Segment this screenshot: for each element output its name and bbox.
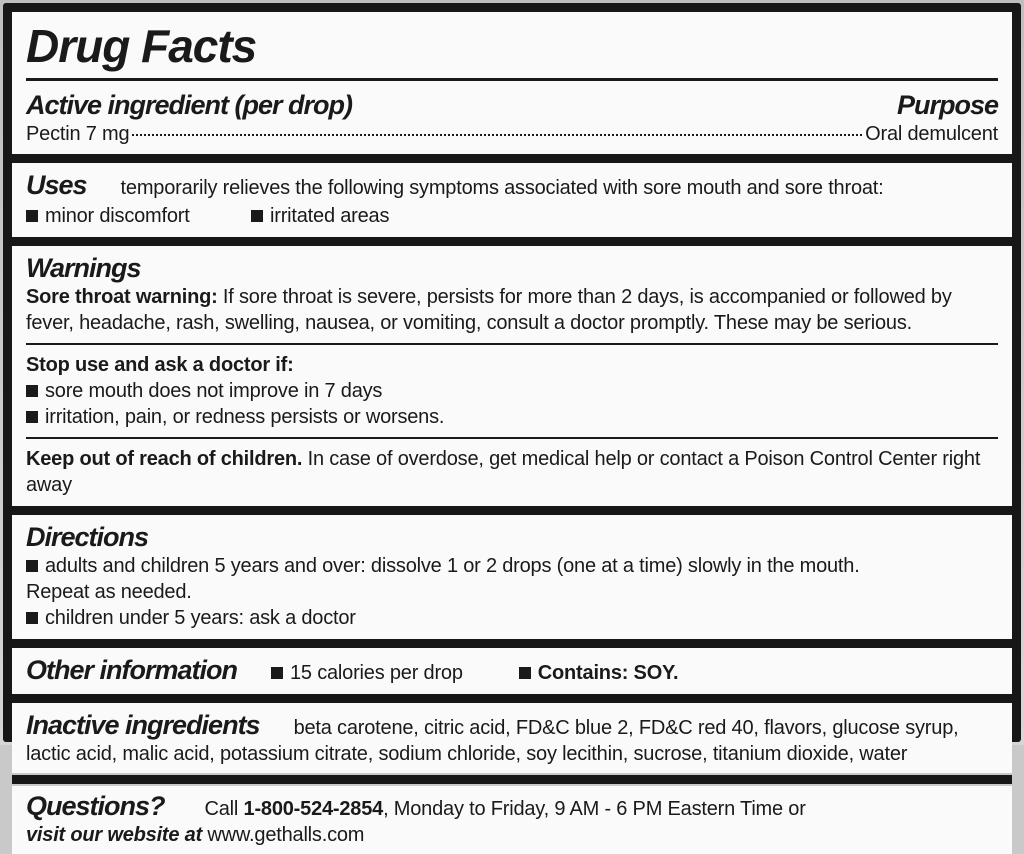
section-warnings	[12, 248, 1012, 504]
stop-use-bullet-2-text: irritation, pain, or redness persists or worsens.	[45, 406, 444, 428]
section-title-active-ingredient	[12, 12, 1012, 152]
directions-bullet-2-text: children under 5 years: ask a doctor	[45, 607, 356, 629]
uses-bullet-2	[251, 205, 389, 227]
uses-bullet-2-text: irritated areas	[270, 205, 389, 227]
bullet-icon	[26, 385, 38, 397]
bullet-icon	[26, 560, 38, 572]
uses-bullet-1-text: minor discomfort	[45, 205, 190, 227]
stop-use-bullet-1-text: sore mouth does not improve in 7 days	[45, 380, 382, 402]
questions-call-prefix: Call	[205, 798, 244, 820]
warnings-divider	[26, 437, 998, 439]
questions-call-suffix: , Monday to Friday, 9 AM - 6 PM Eastern Time or	[383, 798, 806, 820]
directions-note: Repeat as needed.	[26, 579, 998, 605]
section-separator	[12, 237, 1012, 246]
section-questions	[12, 786, 1012, 854]
keep-out-label: Keep out of reach of children.	[26, 448, 302, 470]
keep-out-text: In case of overdose, get medical help or contact a Poison Control Center right away	[26, 448, 980, 496]
purpose-heading: Purpose	[897, 89, 998, 121]
drug-facts-title: Drug Facts	[26, 16, 998, 72]
keep-out-of-reach	[26, 446, 998, 498]
title-divider	[26, 78, 998, 81]
section-directions	[12, 517, 1012, 637]
stop-use-label: Stop use and ask a doctor if:	[26, 352, 998, 378]
section-other-information	[12, 650, 1012, 692]
website-label: visit our website at	[26, 824, 207, 846]
website-line	[26, 822, 998, 848]
warnings-heading: Warnings	[26, 252, 998, 284]
other-info-bullet-1-text: 15 calories per drop	[290, 662, 463, 684]
directions-bullet-1-text: adults and children 5 years and over: dissolve 1 or 2 drops (one at a time) slowly in the mouth.	[45, 555, 860, 577]
other-info-bullet-2	[519, 662, 679, 684]
dotted-leader	[132, 134, 862, 136]
other-information-row	[26, 654, 998, 686]
questions-phone: 1-800-524-2854	[244, 798, 384, 820]
section-separator	[12, 639, 1012, 648]
directions-bullet-1	[26, 553, 998, 579]
bullet-icon	[26, 210, 38, 222]
section-inactive-ingredients	[12, 705, 1012, 773]
sore-throat-warning-label: Sore throat warning:	[26, 286, 218, 308]
questions-line	[26, 790, 998, 822]
bullet-icon	[251, 210, 263, 222]
sore-throat-warning-text: If sore throat is severe, persists for more than 2 days, is accompanied or followed by fever, headache, rash, swelling, nausea, or vomiting, consult a doctor promptly. These may be serious.	[26, 286, 952, 334]
other-info-bullet-1	[271, 662, 463, 684]
website-url: www.gethalls.com	[207, 824, 364, 846]
warnings-divider	[26, 343, 998, 345]
active-ingredient-header-row	[26, 89, 998, 121]
bullet-icon	[271, 667, 283, 679]
inactive-ingredients-text: beta carotene, citric acid, FD&C blue 2, FD&C red 40, flavors, glucose syrup, lactic acid, malic acid, potassium citrate, sodium chloride, soy lecithin, sucrose, titanium dioxide, water	[26, 717, 958, 765]
directions-heading: Directions	[26, 521, 998, 553]
other-info-bullet-2-text: Contains: SOY.	[538, 662, 679, 684]
bullet-icon	[519, 667, 531, 679]
uses-heading: Uses	[26, 170, 121, 200]
ingredient-row	[26, 123, 998, 146]
other-information-heading: Other information	[26, 655, 271, 685]
section-separator	[12, 506, 1012, 515]
uses-intro: temporarily relieves the following symptoms associated with sore mouth and sore throat:	[121, 177, 884, 199]
section-separator	[12, 694, 1012, 703]
uses-bullet-row	[26, 203, 998, 229]
uses-bullet-1	[26, 205, 190, 227]
label-frame	[3, 3, 1021, 742]
label-body	[12, 12, 1012, 733]
section-uses	[12, 165, 1012, 235]
stop-use-bullet-2	[26, 404, 998, 430]
bullet-icon	[26, 612, 38, 624]
stop-use-bullet-1	[26, 378, 998, 404]
ingredient-name: Pectin 7 mg	[26, 123, 129, 146]
uses-headline	[26, 169, 998, 201]
ingredient-purpose: Oral demulcent	[865, 123, 998, 146]
active-ingredient-heading: Active ingredient (per drop)	[26, 89, 352, 121]
sore-throat-warning	[26, 284, 998, 336]
questions-heading: Questions?	[26, 791, 205, 821]
section-separator	[12, 775, 1012, 784]
bullet-icon	[26, 411, 38, 423]
inactive-ingredients-heading: Inactive ingredients	[26, 710, 294, 740]
directions-bullet-2	[26, 605, 998, 631]
section-separator	[12, 154, 1012, 163]
